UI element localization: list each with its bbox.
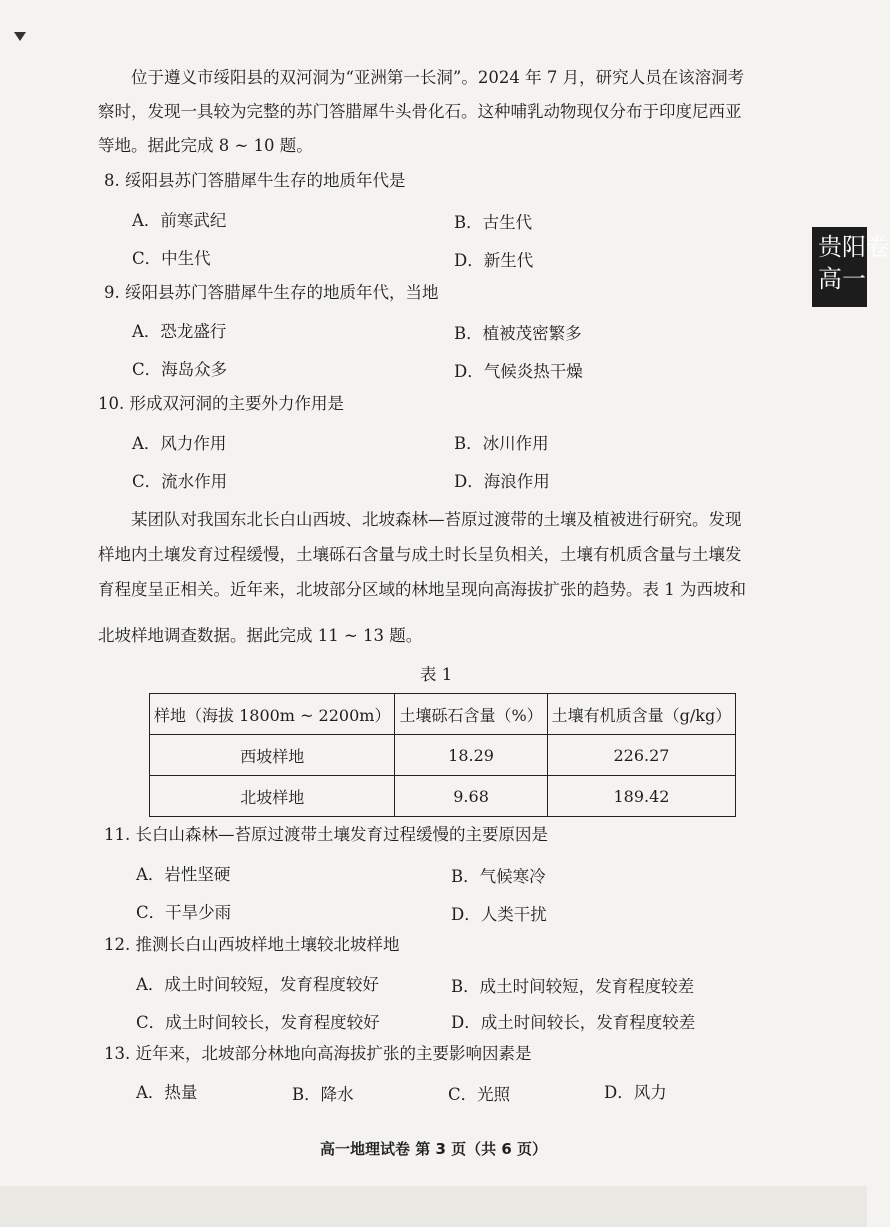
q9-option-d[interactable]: D．气候炎热干燥 [454, 362, 583, 381]
passage1-line3: 等地。据此完成 8 ~ 10 题。 [98, 136, 313, 155]
table-cell: 北坡样地 [150, 776, 395, 817]
data-table [149, 693, 736, 817]
q13-option-d[interactable]: D．风力 [604, 1083, 667, 1102]
table-header-site: 样地（海拔 1800m ~ 2200m） [150, 694, 395, 735]
q11-option-c[interactable]: C．干旱少雨 [136, 903, 232, 922]
table-cell: 18.29 [395, 735, 547, 776]
q9-option-c[interactable]: C．海岛众多 [132, 360, 228, 379]
corner-triangle-icon [14, 32, 26, 41]
q9-option-b[interactable]: B．植被茂密繁多 [454, 324, 582, 343]
passage2-line3: 育程度呈正相关。近年来，北坡部分区域的林地呈现向高海拔扩张的趋势。表 1 为西坡和 [98, 580, 746, 599]
table-cell: 9.68 [395, 776, 547, 817]
passage1-line2: 察时，发现一具较为完整的苏门答腊犀牛头骨化石。这种哺乳动物现仅分布于印度尼西亚 [98, 102, 742, 121]
q11-option-a[interactable]: A．岩性坚硬 [136, 865, 231, 884]
q10-option-d[interactable]: D．海浪作用 [454, 472, 550, 491]
q8-option-a[interactable]: A．前寒武纪 [132, 211, 227, 230]
question-11-stem: 11. 长白山森林—苔原过渡带土壤发育过程缓慢的主要原因是 [104, 825, 548, 844]
q12-option-d[interactable]: D．成土时间较长，发育程度较差 [451, 1013, 696, 1032]
page-footer: 高一地理试卷 第 3 页（共 6 页） [320, 1140, 547, 1158]
table-cell: 189.42 [547, 776, 736, 817]
q11-option-d[interactable]: D．人类干扰 [451, 905, 547, 924]
q9-option-a[interactable]: A．恐龙盛行 [132, 322, 227, 341]
question-9-stem: 9. 绥阳县苏门答腊犀牛生存的地质年代，当地 [104, 283, 439, 302]
q11-option-b[interactable]: B．气候寒冷 [451, 867, 546, 886]
q13-option-a[interactable]: A．热量 [136, 1083, 198, 1102]
q8-option-c[interactable]: C．中生代 [132, 249, 211, 268]
q12-option-b[interactable]: B．成土时间较短，发育程度较差 [451, 977, 695, 996]
table-header-row [150, 694, 736, 735]
q13-option-c[interactable]: C．光照 [448, 1085, 511, 1104]
q8-option-d[interactable]: D．新生代 [454, 251, 534, 270]
side-tab-line2: 高一 [818, 265, 866, 293]
passage1-line1: 位于遵义市绥阳县的双河洞为“亚洲第一长洞”。2024 年 7 月，研究人员在该溶洞考 [131, 68, 745, 87]
passage2-line4: 北坡样地调查数据。据此完成 11 ~ 13 题。 [98, 626, 423, 645]
side-tab [812, 227, 890, 307]
question-8-stem: 8. 绥阳县苏门答腊犀牛生存的地质年代是 [104, 171, 406, 190]
table-cell: 西坡样地 [150, 735, 395, 776]
table-row [150, 735, 736, 776]
q8-option-b[interactable]: B．古生代 [454, 213, 533, 232]
q10-option-a[interactable]: A．风力作用 [132, 434, 227, 453]
q10-option-c[interactable]: C．流水作用 [132, 472, 228, 491]
scan-edge [0, 1186, 867, 1227]
side-tab-line1: 贵阳卷 [818, 233, 890, 261]
table-caption: 表 1 [420, 665, 453, 684]
passage2-line1: 某团队对我国东北长白山西坡、北坡森林—苔原过渡带的土壤及植被进行研究。发现 [131, 510, 742, 529]
table-cell: 226.27 [547, 735, 736, 776]
passage2-line2: 样地内土壤发育过程缓慢，土壤砾石含量与成土时长呈负相关，土壤有机质含量与土壤发 [98, 545, 742, 564]
q12-option-a[interactable]: A．成土时间较短，发育程度较好 [136, 975, 379, 994]
question-13-stem: 13. 近年来，北坡部分林地向高海拔扩张的主要影响因素是 [104, 1044, 532, 1063]
q12-option-c[interactable]: C．成土时间较长，发育程度较好 [136, 1013, 380, 1032]
question-12-stem: 12. 推测长白山西坡样地土壤较北坡样地 [104, 935, 400, 954]
q13-option-b[interactable]: B．降水 [292, 1085, 354, 1104]
table-header-organic: 土壤有机质含量（g/kg） [547, 694, 736, 735]
q10-option-b[interactable]: B．冰川作用 [454, 434, 549, 453]
table-row [150, 776, 736, 817]
question-10-stem: 10. 形成双河洞的主要外力作用是 [98, 394, 344, 413]
table-header-gravel: 土壤砾石含量（%） [395, 694, 547, 735]
